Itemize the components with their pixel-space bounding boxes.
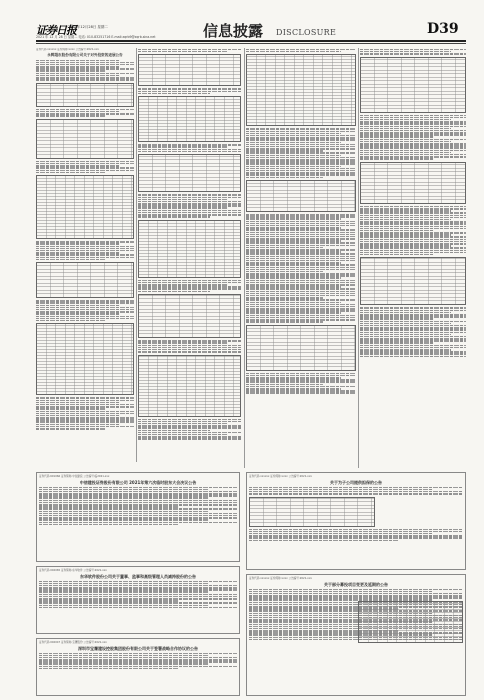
data-table bbox=[360, 57, 466, 113]
data-table bbox=[138, 220, 241, 278]
data-table bbox=[138, 54, 241, 86]
text-line bbox=[360, 356, 466, 358]
data-table bbox=[138, 96, 241, 142]
column-divider bbox=[136, 48, 137, 462]
text-line bbox=[246, 177, 323, 179]
text-line bbox=[138, 51, 227, 53]
data-table bbox=[360, 257, 466, 305]
text-line bbox=[249, 493, 463, 495]
text-line bbox=[246, 321, 323, 323]
article-title: 永辉超市股份有限公司关于对外投资的进展公告 bbox=[47, 53, 123, 58]
data-table bbox=[36, 175, 134, 239]
text-line bbox=[138, 216, 210, 218]
masthead-rule bbox=[36, 40, 466, 42]
article-title: 东华软件股份公司关于董事、监事和高级管理人员减持股份的公告 bbox=[80, 574, 196, 580]
text-line bbox=[138, 438, 241, 440]
data-table bbox=[138, 294, 241, 338]
column-divider bbox=[244, 48, 245, 468]
data-table bbox=[246, 325, 356, 371]
text-line bbox=[138, 351, 241, 353]
article-title: 中信建投证券股份有限公司 2021年第六次临时股东大会决议公告 bbox=[79, 480, 197, 486]
data-table bbox=[36, 323, 134, 395]
data-table bbox=[36, 262, 134, 298]
data-table bbox=[138, 355, 241, 417]
text-line bbox=[249, 540, 399, 542]
code-line: 证券代码:601066 证券简称:中信建投 公告编号:临2021-xxx bbox=[39, 475, 110, 478]
code-line: 证券代码:xxxxxx 证券简称:xxxx 公告编号:2021-xxx bbox=[249, 577, 312, 580]
text-line bbox=[360, 53, 466, 55]
text-line bbox=[39, 668, 178, 670]
code-line: 证券代码:002047 证券简称:宝鹰股份 公告编号:2021-xxx bbox=[39, 641, 107, 644]
text-line bbox=[36, 259, 105, 261]
text-line bbox=[36, 428, 105, 430]
data-table bbox=[358, 601, 463, 643]
announcement-box bbox=[246, 472, 466, 570]
announcement-box bbox=[36, 638, 240, 696]
contact-line: 2021 年 12 月 28 日 星期二 电话: 010-83251716 E-mail:zqrb9@zqrb.sina.net bbox=[36, 35, 156, 39]
announcement-box bbox=[36, 566, 240, 634]
column-divider bbox=[358, 48, 359, 468]
announcement-box bbox=[36, 472, 240, 562]
data-table bbox=[360, 162, 466, 204]
data-table bbox=[138, 154, 241, 192]
section-title: 信息披露 bbox=[203, 22, 264, 40]
text-line bbox=[36, 79, 134, 81]
newspaper-logo: 证券日报 bbox=[36, 24, 76, 37]
data-table bbox=[246, 180, 356, 212]
data-table bbox=[36, 83, 134, 107]
column-4 bbox=[360, 48, 466, 468]
article-title: 关于为子公司提供担保的公告 bbox=[330, 480, 382, 486]
issue-date: 2021年12月28日 星期二 bbox=[68, 25, 108, 29]
data-table bbox=[36, 119, 134, 159]
text-line bbox=[36, 320, 105, 322]
article-title: 关于部分募投项目变更及延期的公告 bbox=[324, 582, 388, 588]
text-line bbox=[246, 51, 341, 53]
masthead-rule-thin bbox=[36, 43, 466, 44]
text-line bbox=[36, 172, 105, 174]
text-line bbox=[39, 607, 237, 609]
masthead bbox=[0, 0, 484, 40]
section-title-english: DISCLOSURE bbox=[276, 28, 337, 37]
article-title: 深圳市宝鹰建设控股集团股份有限公司关于签署战略合作协议的公告 bbox=[78, 646, 198, 652]
column-1 bbox=[36, 48, 134, 462]
text-line bbox=[246, 392, 356, 394]
text-line bbox=[36, 115, 105, 117]
text-line bbox=[360, 158, 434, 160]
text-line bbox=[138, 151, 241, 153]
code-line: 证券代码:xxxxxx 证券简称:xxxx 公告编号:2021-xxx bbox=[36, 48, 99, 51]
text-line bbox=[360, 254, 434, 256]
text-line bbox=[138, 291, 210, 293]
text-line bbox=[138, 93, 210, 95]
column-2 bbox=[138, 48, 241, 462]
page-number: D39 bbox=[427, 21, 459, 37]
text-line bbox=[39, 524, 178, 526]
data-table bbox=[249, 497, 375, 527]
data-table bbox=[246, 54, 356, 126]
column-3 bbox=[246, 48, 356, 468]
announcement-box bbox=[246, 574, 466, 696]
code-line: 证券代码:xxxxxx 证券简称:xxxx 公告编号:2021-xxx bbox=[249, 475, 312, 478]
code-line: 证券代码:002065 证券简称:东华软件 公告编号:2021-xxx bbox=[39, 569, 107, 572]
